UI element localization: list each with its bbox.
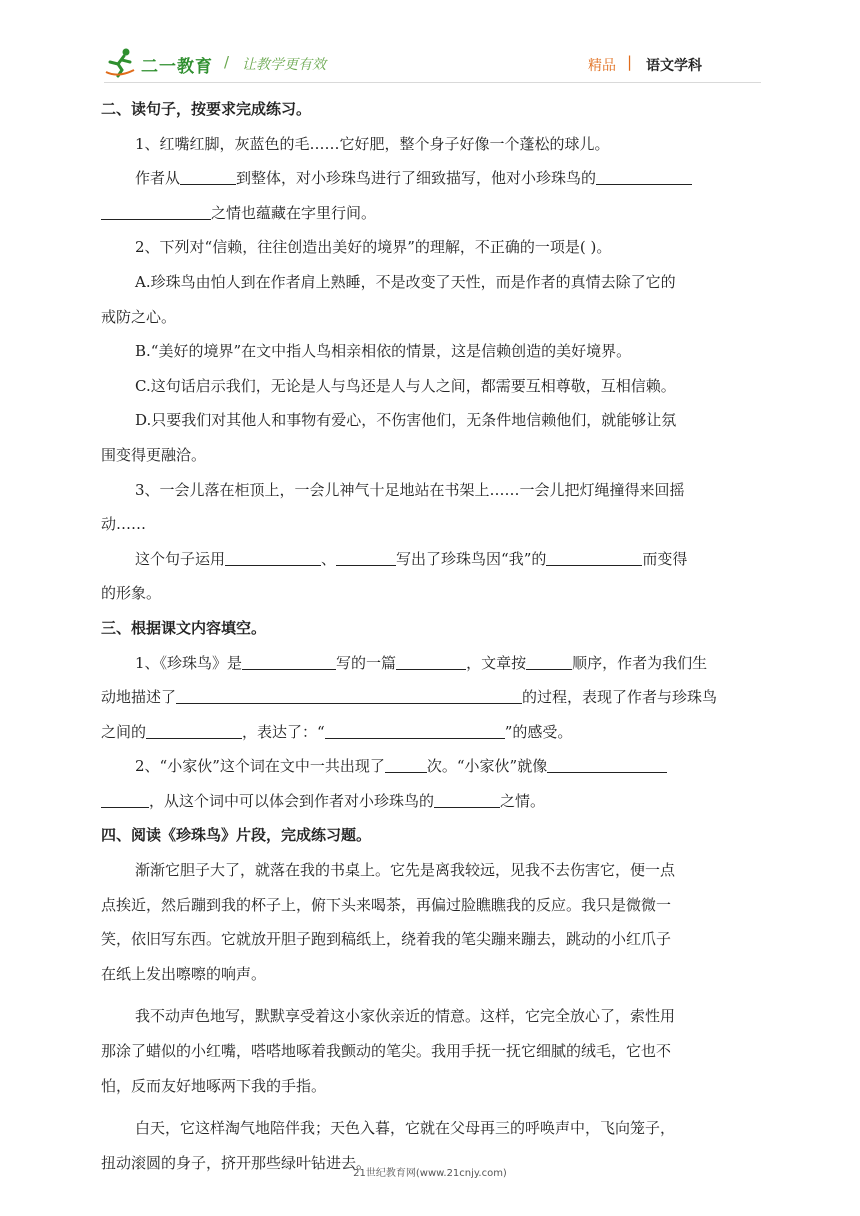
passage-p3-line2: 扭动滚圆的身子，挤开那些绿叶钻进去。 bbox=[101, 1153, 372, 1172]
s2-q3-answer-line1 bbox=[101, 542, 761, 577]
text: 顺序，作者为我们生 bbox=[572, 653, 708, 672]
text: 的过程，表现了作者与珍珠鸟 bbox=[522, 688, 718, 707]
text: 2、“小家伙”这个词在文中一共出现了 bbox=[135, 757, 385, 776]
s3-q2-line2 bbox=[101, 784, 761, 819]
passage-p1-line2: 点挨近，然后蹦到我的杯子上，俯下头来喝茶，再偏过脸瞧瞧我的反应。我只是微微一 bbox=[101, 895, 672, 914]
answer-blank[interactable] bbox=[546, 549, 642, 566]
answer-blank[interactable] bbox=[336, 549, 396, 566]
passage-p2-line1: 我不动声色地写，默默享受着这小家伙亲近的情意。这样，它完全放心了，索性用 bbox=[135, 1007, 676, 1026]
section-4-title: 四、阅读《珍珠鸟》片段，完成练习题。 bbox=[101, 826, 372, 845]
answer-blank[interactable] bbox=[101, 203, 211, 220]
s3-q1-line2 bbox=[101, 680, 761, 715]
answer-blank[interactable] bbox=[225, 549, 321, 566]
s2-q3-sentence: 3、一会儿落在柜顶上，一会儿神气十足地站在书架上……一会儿把灯绳撞得来回摇 bbox=[135, 480, 685, 499]
section-3-title: 三、根据课文内容填空。 bbox=[101, 618, 267, 637]
text: ”的感受。 bbox=[504, 722, 573, 741]
passage-p2-line3: 怕，反而友好地啄两下我的手指。 bbox=[101, 1076, 327, 1095]
text: 而变得 bbox=[642, 549, 688, 568]
passage-p1-line1: 渐渐它胆子大了，就落在我的书桌上。它先是离我较远，见我不去伤害它，便一点 bbox=[135, 861, 676, 880]
text: 这个句子运用 bbox=[135, 549, 226, 568]
text: 之间的 bbox=[101, 722, 147, 741]
text: ，表达了：“ bbox=[242, 722, 325, 741]
answer-blank[interactable] bbox=[526, 653, 572, 670]
answer-blank[interactable] bbox=[176, 687, 522, 704]
s2-q1-answer-line1 bbox=[101, 161, 761, 196]
s2-q3-answer-line2: 的形象。 bbox=[101, 584, 162, 603]
section-2-title: 二、读句子，按要求完成练习。 bbox=[101, 100, 312, 118]
s3-q2-line1 bbox=[101, 749, 761, 784]
text: 次。“小家伙”就像 bbox=[426, 757, 548, 776]
answer-blank[interactable] bbox=[146, 722, 242, 739]
text: 之情。 bbox=[500, 791, 546, 810]
s2-q2-option-a: A.珍珠鸟由怕人到在作者肩上熟睡，不是改变了天性，而是作者的真情去除了它的 bbox=[135, 272, 676, 291]
s2-q2-option-d: D.只要我们对其他人和事物有爱心，不伤害他们，无条件地信赖他们，就能够让氛 bbox=[135, 411, 677, 430]
answer-blank[interactable] bbox=[596, 168, 692, 185]
answer-blank[interactable] bbox=[434, 791, 500, 808]
text: 之情也蕴藏在字里行间。 bbox=[211, 203, 377, 222]
answer-blank[interactable] bbox=[396, 653, 466, 670]
passage-p1-line4: 在纸上发出嚓嚓的响声。 bbox=[101, 964, 267, 983]
brand-slogan: 让教学更有效 bbox=[242, 57, 326, 73]
answer-blank[interactable] bbox=[101, 791, 149, 808]
s2-q2-option-d-cont: 围变得更融洽。 bbox=[101, 445, 207, 464]
worksheet-body bbox=[101, 92, 761, 1180]
s2-q2-option-a-cont: 戒防之心。 bbox=[101, 307, 177, 326]
answer-blank[interactable] bbox=[547, 756, 667, 773]
text: 写的一篇 bbox=[336, 653, 397, 672]
header-separator: | bbox=[627, 53, 633, 71]
header-slash: / bbox=[224, 53, 230, 71]
text: 、 bbox=[321, 549, 337, 568]
header-divider bbox=[104, 82, 761, 83]
s2-q3-sentence-cont: 动…… bbox=[101, 515, 147, 534]
quality-label: 精品 bbox=[588, 58, 616, 74]
answer-blank[interactable] bbox=[325, 722, 505, 739]
s3-q1-line3 bbox=[101, 715, 761, 750]
s2-q1-sentence: 1、红嘴红脚，灰蓝色的毛……它好肥，整个身子好像一个蓬松的球儿。 bbox=[135, 134, 610, 153]
page-header bbox=[0, 0, 860, 92]
answer-blank[interactable] bbox=[385, 756, 427, 773]
passage-p3-line1: 白天，它这样淘气地陪伴我；天色入暮，它就在父母再三的呼唤声中，飞向笼子， bbox=[135, 1119, 676, 1138]
page-footer: 21世纪教育网(www.21cnjy.com) bbox=[353, 1168, 507, 1179]
passage-p1-line3: 笑，依旧写东西。它就放开胆子跑到稿纸上，绕着我的笔尖蹦来蹦去，跳动的小红爪子 bbox=[101, 930, 672, 949]
text: 写出了珍珠鸟因“我”的 bbox=[396, 549, 547, 568]
s2-q1-answer-line2 bbox=[101, 196, 761, 231]
text: 动地描述了 bbox=[101, 688, 177, 707]
answer-blank[interactable] bbox=[242, 653, 336, 670]
s3-q1-line1 bbox=[101, 646, 761, 681]
passage-p2-line2: 那涂了蜡似的小红嘴，嗒嗒地啄着我颤动的笔尖。我用手抚一抚它细腻的绒毛，它也不 bbox=[101, 1042, 672, 1061]
running-man-logo-icon bbox=[104, 46, 138, 78]
text: 作者从 bbox=[135, 169, 181, 188]
brand-name: 二一教育 bbox=[141, 57, 213, 77]
s2-q2-option-c: C.这句话启示我们，无论是人与鸟还是人与人之间，都需要互相尊敬，互相信赖。 bbox=[135, 376, 676, 395]
answer-blank[interactable] bbox=[180, 168, 236, 185]
text: ，文章按 bbox=[466, 653, 527, 672]
text: 1、《珍珠鸟》是 bbox=[135, 653, 243, 672]
subject-label: 语文学科 bbox=[646, 58, 702, 74]
s2-q2-question: 2、下列对“信赖，往往创造出美好的境界”的理解，不正确的一项是( )。 bbox=[135, 238, 612, 257]
s2-q2-option-b: B.“美好的境界”在文中指人鸟相亲相依的情景，这是信赖创造的美好境界。 bbox=[135, 342, 632, 361]
text: ，从这个词中可以体会到作者对小珍珠鸟的 bbox=[149, 791, 435, 810]
text: 到整体，对小珍珠鸟进行了细致描写，他对小珍珠鸟的 bbox=[236, 169, 597, 188]
